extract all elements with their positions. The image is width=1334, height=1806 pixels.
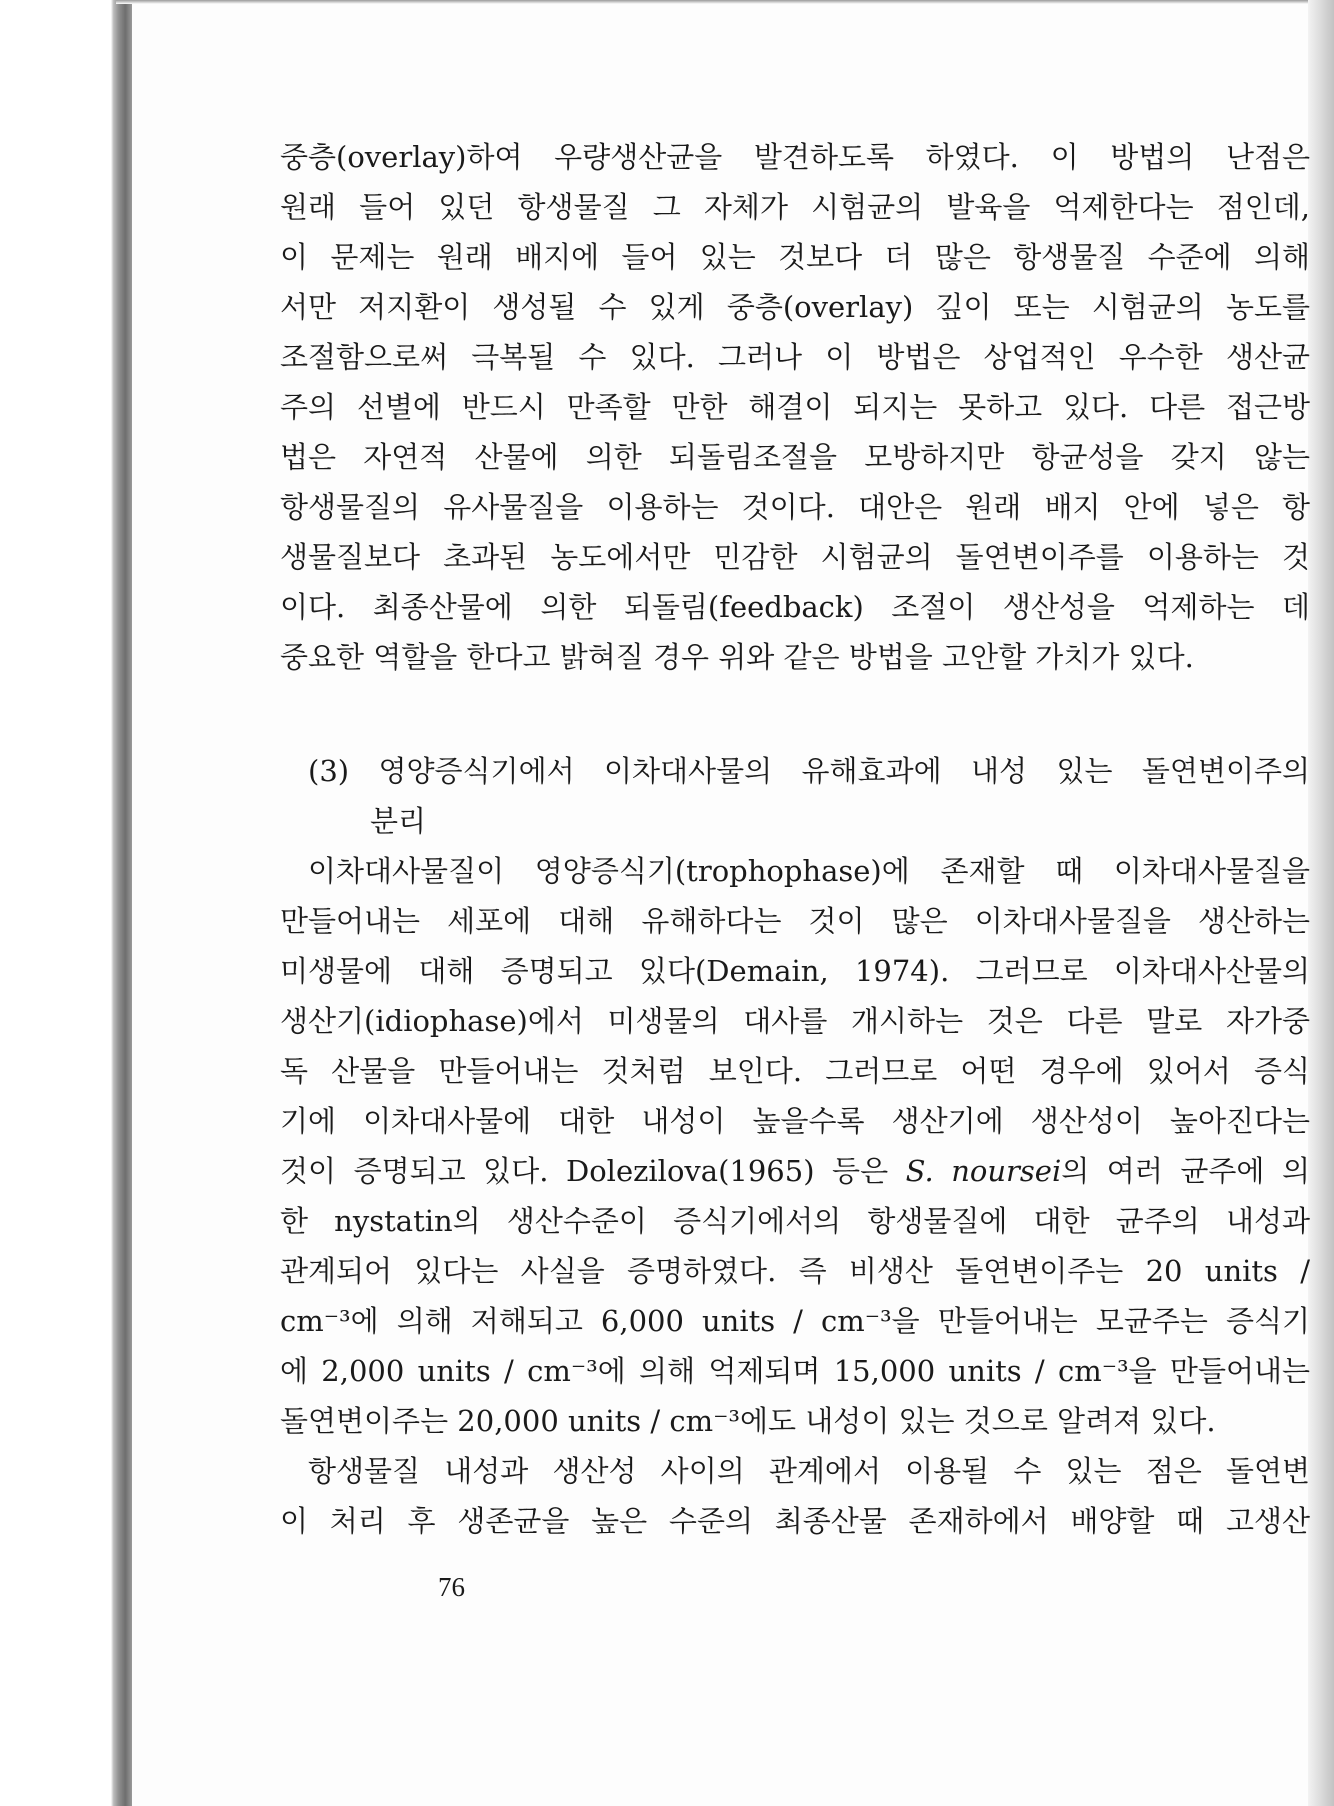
- paragraph-3: [280, 1446, 1310, 1546]
- text-line: 독 산물을 만들어내는 것처럼 보인다. 그러므로 어떤 경우에 있어서 증식: [280, 1054, 1310, 1088]
- text-line: 중층(overlay)하여 우량생산균을 발견하도록 하였다. 이 방법의 난점은: [280, 140, 1310, 174]
- text-line: 미생물에 대해 증명되고 있다(Demain, 1974). 그러므로 이차대사산물의: [280, 954, 1310, 988]
- book-page: [132, 4, 1308, 1806]
- text-line: 이다. 최종산물에 의한 되돌림(feedback) 조절이 생산성을 억제하는 데: [280, 590, 1310, 624]
- text-line: cm⁻³에 의해 저해되고 6,000 units / cm⁻³을 만들어내는 모균주는 증식기: [280, 1304, 1310, 1338]
- text-line: 항생물질의 유사물질을 이용하는 것이다. 대안은 원래 배지 안에 넣은 항: [280, 490, 1310, 524]
- text-line: 에 2,000 units / cm⁻³에 의해 억제되며 15,000 units / cm⁻³을 만들어내는: [280, 1354, 1310, 1388]
- text-line: 이 처리 후 생존균을 높은 수준의 최종산물 존재하에서 배양할 때 고생산: [280, 1504, 1310, 1538]
- text-line: 만들어내는 세포에 대해 유해하다는 것이 많은 이차대사물질을 생산하는: [280, 904, 1310, 938]
- section-heading-line-1: (3) 영양증식기에서 이차대사물의 유해효과에 내성 있는 돌연변이주의: [308, 754, 1310, 788]
- page-number: 76: [438, 1572, 465, 1602]
- text-line: 주의 선별에 반드시 만족할 만한 해결이 되지는 못하고 있다. 다른 접근방: [280, 390, 1310, 424]
- paragraph-1: [280, 132, 1310, 682]
- text-line: 항생물질 내성과 생산성 사이의 관계에서 이용될 수 있는 점은 돌연변: [308, 1454, 1310, 1488]
- text-line: 기에 이차대사물에 대한 내성이 높을수록 생산기에 생산성이 높아진다는: [280, 1104, 1310, 1138]
- section-heading: [280, 746, 1310, 846]
- text-segment: 것이 증명되고 있다. Dolezilova(1965) 등은: [280, 1154, 906, 1188]
- text-line: 중요한 역할을 한다고 밝혀질 경우 위와 같은 방법을 고안할 가치가 있다.: [280, 640, 1194, 674]
- text-line: [280, 1146, 1310, 1196]
- page-right-shadow: [1308, 0, 1334, 1806]
- text-line: 생물질보다 초과된 농도에서만 민감한 시험균의 돌연변이주를 이용하는 것: [280, 540, 1310, 574]
- text-line: 법은 자연적 산물에 의한 되돌림조절을 모방하지만 항균성을 갖지 않는: [280, 440, 1310, 474]
- text-line: 한 nystatin의 생산수준이 증식기에서의 항생물질에 대한 균주의 내성과: [280, 1204, 1310, 1238]
- text-line: 이 문제는 원래 배지에 들어 있는 것보다 더 많은 항생물질 수준에 의해: [280, 240, 1310, 274]
- text-line: 조절함으로써 극복될 수 있다. 그러나 이 방법은 상업적인 우수한 생산균: [280, 340, 1310, 374]
- text-line: 원래 들어 있던 항생물질 그 자체가 시험균의 발육을 억제한다는 점인데,: [280, 190, 1310, 224]
- page-binding-shadow: [0, 0, 132, 1806]
- text-line: 서만 저지환이 생성될 수 있게 중층(overlay) 깊이 또는 시험균의 농도를: [280, 290, 1310, 324]
- text-segment: 의 여러 균주에 의: [1061, 1154, 1310, 1188]
- paragraph-2: [280, 846, 1310, 1446]
- text-line: 관계되어 있다는 사실을 증명하였다. 즉 비생산 돌연변이주는 20 units /: [280, 1254, 1310, 1288]
- text-line: 이차대사물질이 영양증식기(trophophase)에 존재할 때 이차대사물질을: [308, 854, 1310, 888]
- section-heading-line-2: 분리: [370, 804, 427, 838]
- text-line: 돌연변이주는 20,000 units / cm⁻³에도 내성이 있는 것으로 알려져 있다.: [280, 1404, 1216, 1438]
- text-line: 생산기(idiophase)에서 미생물의 대사를 개시하는 것은 다른 말로 자가중: [280, 1004, 1310, 1038]
- species-name: S. noursei: [905, 1154, 1062, 1188]
